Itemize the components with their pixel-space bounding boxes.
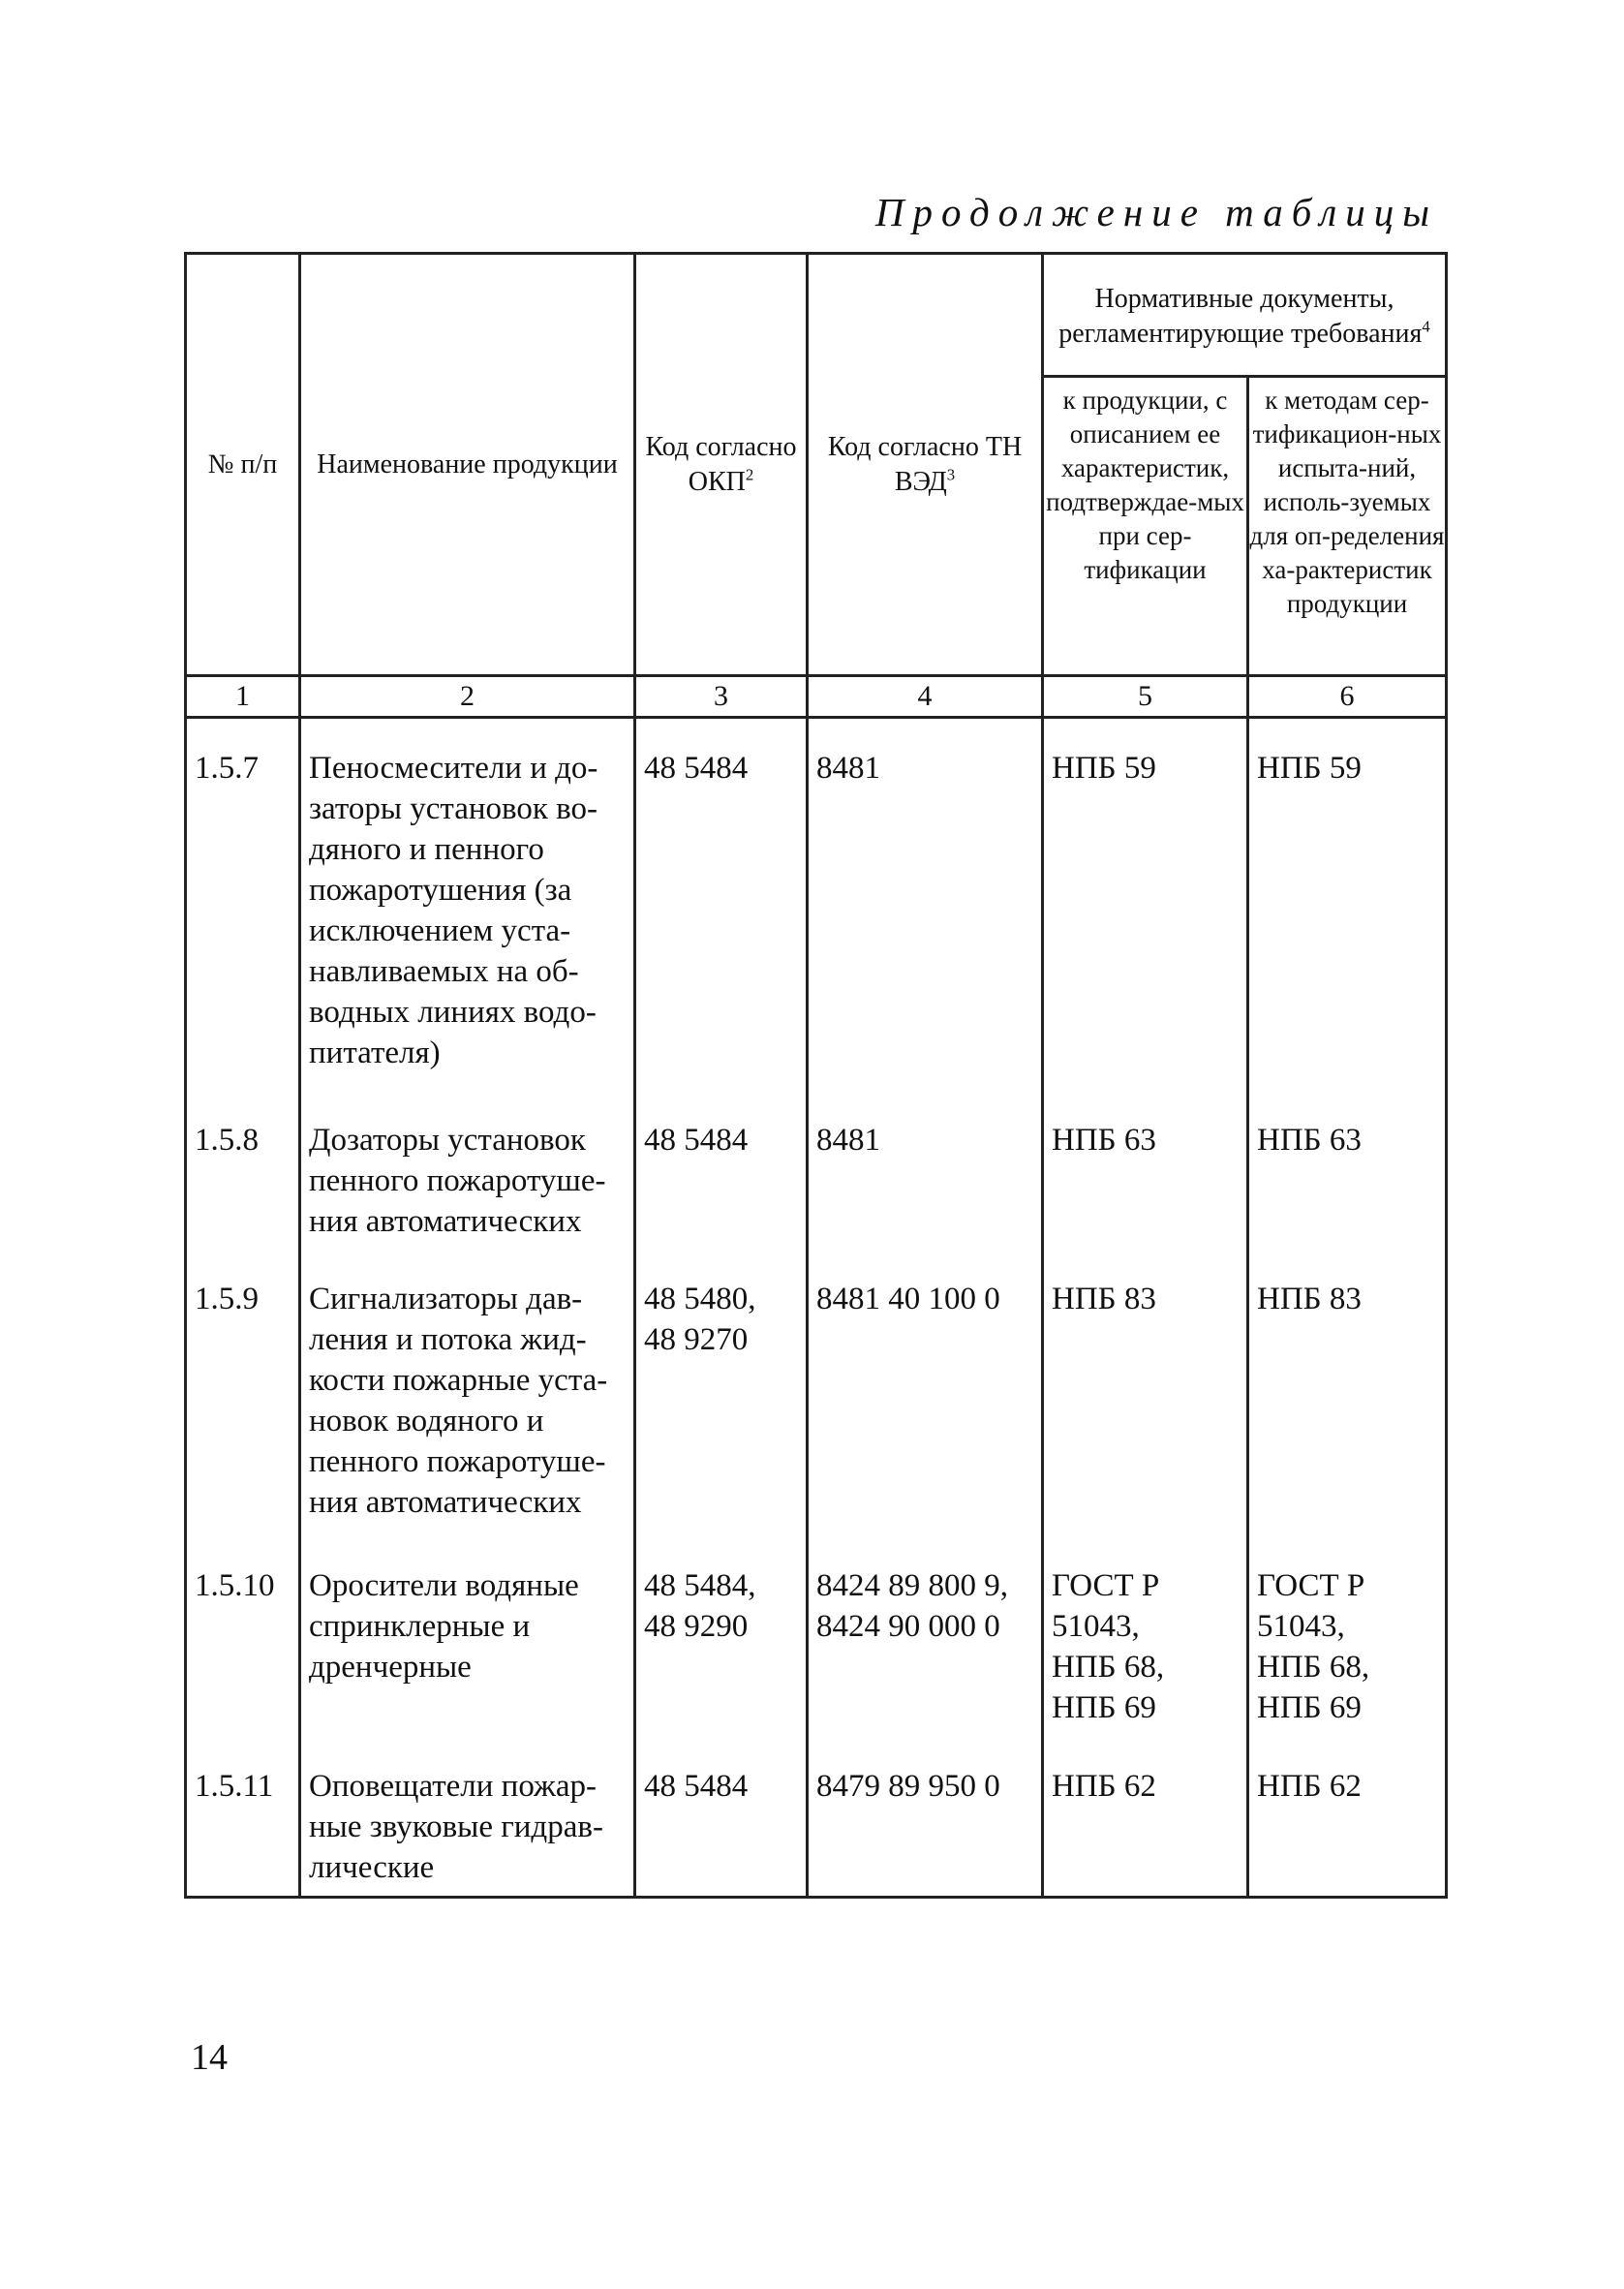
column-number: 2 <box>300 676 635 718</box>
product-name: Пеносмесители и до-заторы установок во-дяного и пенного пожаротушения (за исключением уста-навливаемых на об-водных линиях водо-питателя) <box>300 718 635 1092</box>
header-name: Наименование продукции <box>300 254 635 676</box>
nd-methods: НПБ 59 <box>1248 718 1447 1092</box>
nd-product: НПБ 59 <box>1043 718 1248 1092</box>
nd-product: ГОСТ Р 51043, НПБ 68, НПБ 69 <box>1043 1536 1248 1738</box>
header-normative-docs: Нормативные документы, регламентирующие требования$^4$ <box>1043 254 1447 377</box>
header-tnved: Код согласно ТН ВЭД$^3$ <box>808 254 1043 676</box>
okp-code: 48 5484, 48 9290 <box>635 1536 808 1738</box>
nd-product: НПБ 83 <box>1043 1250 1248 1536</box>
header-okp: Код согласно ОКП$^2$ <box>635 254 808 676</box>
nd-methods: ГОСТ Р 51043, НПБ 68, НПБ 69 <box>1248 1536 1447 1738</box>
certification-table <box>184 252 1448 1899</box>
column-number: 6 <box>1248 676 1447 718</box>
tnved-code: 8424 89 800 9, 8424 90 000 0 <box>808 1536 1043 1738</box>
nd-methods: НПБ 63 <box>1248 1091 1447 1250</box>
nd-methods: НПБ 83 <box>1248 1250 1447 1536</box>
tnved-code: 8481 <box>808 718 1043 1092</box>
table-row <box>186 1091 1447 1250</box>
nd-methods: НПБ 62 <box>1248 1737 1447 1896</box>
nd-product: НПБ 62 <box>1043 1737 1248 1896</box>
okp-code: 48 5484 <box>635 1091 808 1250</box>
table-row <box>186 1536 1447 1738</box>
header-nd-product: к продукции, с описанием ее характеристик, подтверждае-мых при сер-тификации <box>1043 377 1248 676</box>
table-row <box>186 1250 1447 1536</box>
product-name: Дозаторы установок пенного пожаротуше-ния автоматических <box>300 1091 635 1250</box>
table-row <box>186 1737 1447 1896</box>
column-number: 4 <box>808 676 1043 718</box>
nd-product: НПБ 63 <box>1043 1091 1248 1250</box>
product-name: Оросители водяные спринклерные и дренчерные <box>300 1536 635 1738</box>
product-name: Сигнализаторы дав-ления и потока жид-кости пожарные уста-новок водяного и пенного пожаротуше-ния автоматических <box>300 1250 635 1536</box>
tnved-code: 8481 <box>808 1091 1043 1250</box>
okp-code: 48 5484 <box>635 1737 808 1896</box>
table-continuation-label: Продолжение таблицы <box>874 190 1438 234</box>
column-number: 1 <box>186 676 300 718</box>
row-number: 1.5.11 <box>186 1737 300 1896</box>
okp-code: 48 5480, 48 9270 <box>635 1250 808 1536</box>
row-number: 1.5.7 <box>186 718 300 1092</box>
product-name: Оповещатели пожар-ные звуковые гидрав-лические <box>300 1737 635 1896</box>
column-number: 5 <box>1043 676 1248 718</box>
table-row <box>186 718 1447 1092</box>
header-nd-methods: к методам сер-тификацион-ных испыта-ний, исполь-зуемых для оп-ределения ха-рактеристик продукции <box>1248 377 1447 676</box>
row-number: 1.5.10 <box>186 1536 300 1738</box>
tnved-code: 8481 40 100 0 <box>808 1250 1043 1536</box>
row-number: 1.5.9 <box>186 1250 300 1536</box>
row-number: 1.5.8 <box>186 1091 300 1250</box>
okp-code: 48 5484 <box>635 718 808 1092</box>
column-number: 3 <box>635 676 808 718</box>
header-num: № п/п <box>186 254 300 676</box>
tnved-code: 8479 89 950 0 <box>808 1737 1043 1896</box>
page-number: 14 <box>191 2037 228 2078</box>
table-bottom-border <box>186 1896 1447 1898</box>
